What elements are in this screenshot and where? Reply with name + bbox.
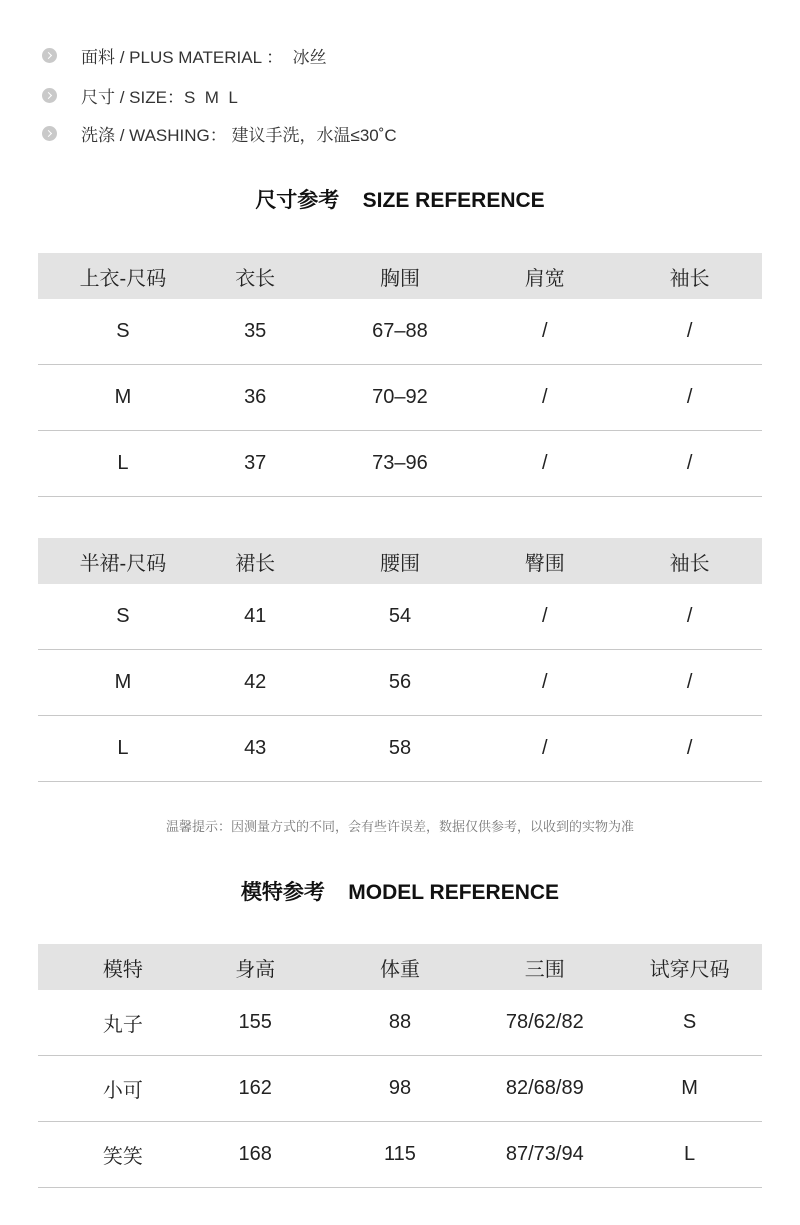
table-cell: M: [38, 650, 183, 716]
table-cell: L: [38, 431, 183, 497]
column-header: 体重: [328, 944, 473, 990]
table-cell: L: [617, 1122, 762, 1188]
table-cell: 56: [328, 650, 473, 716]
column-header: 模特: [38, 944, 183, 990]
chevron-right-icon: [42, 48, 57, 63]
table-cell: 98: [328, 1056, 473, 1122]
table-cell: 162: [183, 1056, 328, 1122]
table-cell: 丸子: [38, 990, 183, 1056]
table-cell: 42: [183, 650, 328, 716]
table-cell: /: [472, 716, 617, 782]
table-row: [38, 431, 762, 497]
spec-material: [42, 43, 327, 67]
column-header: 三围: [472, 944, 617, 990]
table-cell: /: [472, 584, 617, 650]
table-cell: /: [472, 650, 617, 716]
chevron-right-icon: [42, 88, 57, 103]
column-header: 试穿尺码: [617, 944, 762, 990]
table-cell: 67–88: [328, 299, 473, 365]
top-size-table: [38, 253, 762, 497]
table-cell: /: [617, 431, 762, 497]
table-cell: 小可: [38, 1056, 183, 1122]
table-row: [38, 1122, 762, 1188]
column-header: 裙长: [183, 538, 328, 584]
table-cell: 82/68/89: [472, 1056, 617, 1122]
table-cell: 78/62/82: [472, 990, 617, 1056]
spec-size: [42, 83, 238, 107]
measurement-note: 温馨提示：因测量方式的不同，会有些许误差，数据仅供参考，以收到的实物为准: [165, 819, 634, 834]
column-header: 衣长: [183, 253, 328, 299]
table-cell: 58: [328, 716, 473, 782]
table-cell: 155: [183, 990, 328, 1056]
table-row: [38, 990, 762, 1056]
table-cell: M: [617, 1056, 762, 1122]
table-cell: /: [617, 365, 762, 431]
skirt-size-table: [38, 538, 762, 782]
table-cell: 115: [328, 1122, 473, 1188]
table-header-row: [38, 253, 762, 299]
table-cell: /: [472, 431, 617, 497]
table-cell: M: [38, 365, 183, 431]
table-cell: /: [617, 584, 762, 650]
column-header: 袖长: [617, 538, 762, 584]
table-cell: L: [38, 716, 183, 782]
table-cell: 35: [183, 299, 328, 365]
table-cell: 43: [183, 716, 328, 782]
table-row: [38, 299, 762, 365]
column-header: 臀围: [472, 538, 617, 584]
table-row: [38, 584, 762, 650]
table-cell: 54: [328, 584, 473, 650]
table-cell: 73–96: [328, 431, 473, 497]
table-row: [38, 716, 762, 782]
table-cell: S: [38, 584, 183, 650]
chevron-right-icon: [42, 126, 57, 141]
table-row: [38, 365, 762, 431]
table-header-row: [38, 538, 762, 584]
table-cell: S: [617, 990, 762, 1056]
table-cell: /: [617, 299, 762, 365]
table-cell: 88: [328, 990, 473, 1056]
table-cell: 70–92: [328, 365, 473, 431]
spec-material-text: 面料 / PLUS MATERIAL ： 冰丝: [81, 47, 327, 67]
column-header: 半裙-尺码: [38, 538, 183, 584]
table-cell: /: [472, 365, 617, 431]
table-cell: 36: [183, 365, 328, 431]
spec-washing-text: 洗涤 / WASHING： 建议手洗，水温≤30˚C: [81, 125, 397, 145]
table-cell: 37: [183, 431, 328, 497]
table-cell: /: [472, 299, 617, 365]
table-header-row: [38, 944, 762, 990]
model-reference-title: 模特参考 MODEL REFERENCE: [240, 881, 560, 904]
table-cell: 41: [183, 584, 328, 650]
column-header: 身高: [183, 944, 328, 990]
table-cell: 168: [183, 1122, 328, 1188]
column-header: 肩宽: [472, 253, 617, 299]
table-cell: /: [617, 650, 762, 716]
model-table: [38, 944, 762, 1188]
table-row: [38, 1056, 762, 1122]
column-header: 上衣-尺码: [38, 253, 183, 299]
column-header: 腰围: [328, 538, 473, 584]
column-header: 胸围: [328, 253, 473, 299]
table-cell: 87/73/94: [472, 1122, 617, 1188]
table-cell: 笑笑: [38, 1122, 183, 1188]
column-header: 袖长: [617, 253, 762, 299]
table-cell: S: [38, 299, 183, 365]
size-reference-title: 尺寸参考 SIZE REFERENCE: [255, 189, 545, 212]
spec-washing: [42, 121, 397, 145]
table-row: [38, 650, 762, 716]
spec-size-text: 尺寸 / SIZE：S M L: [81, 87, 238, 107]
table-cell: /: [617, 716, 762, 782]
